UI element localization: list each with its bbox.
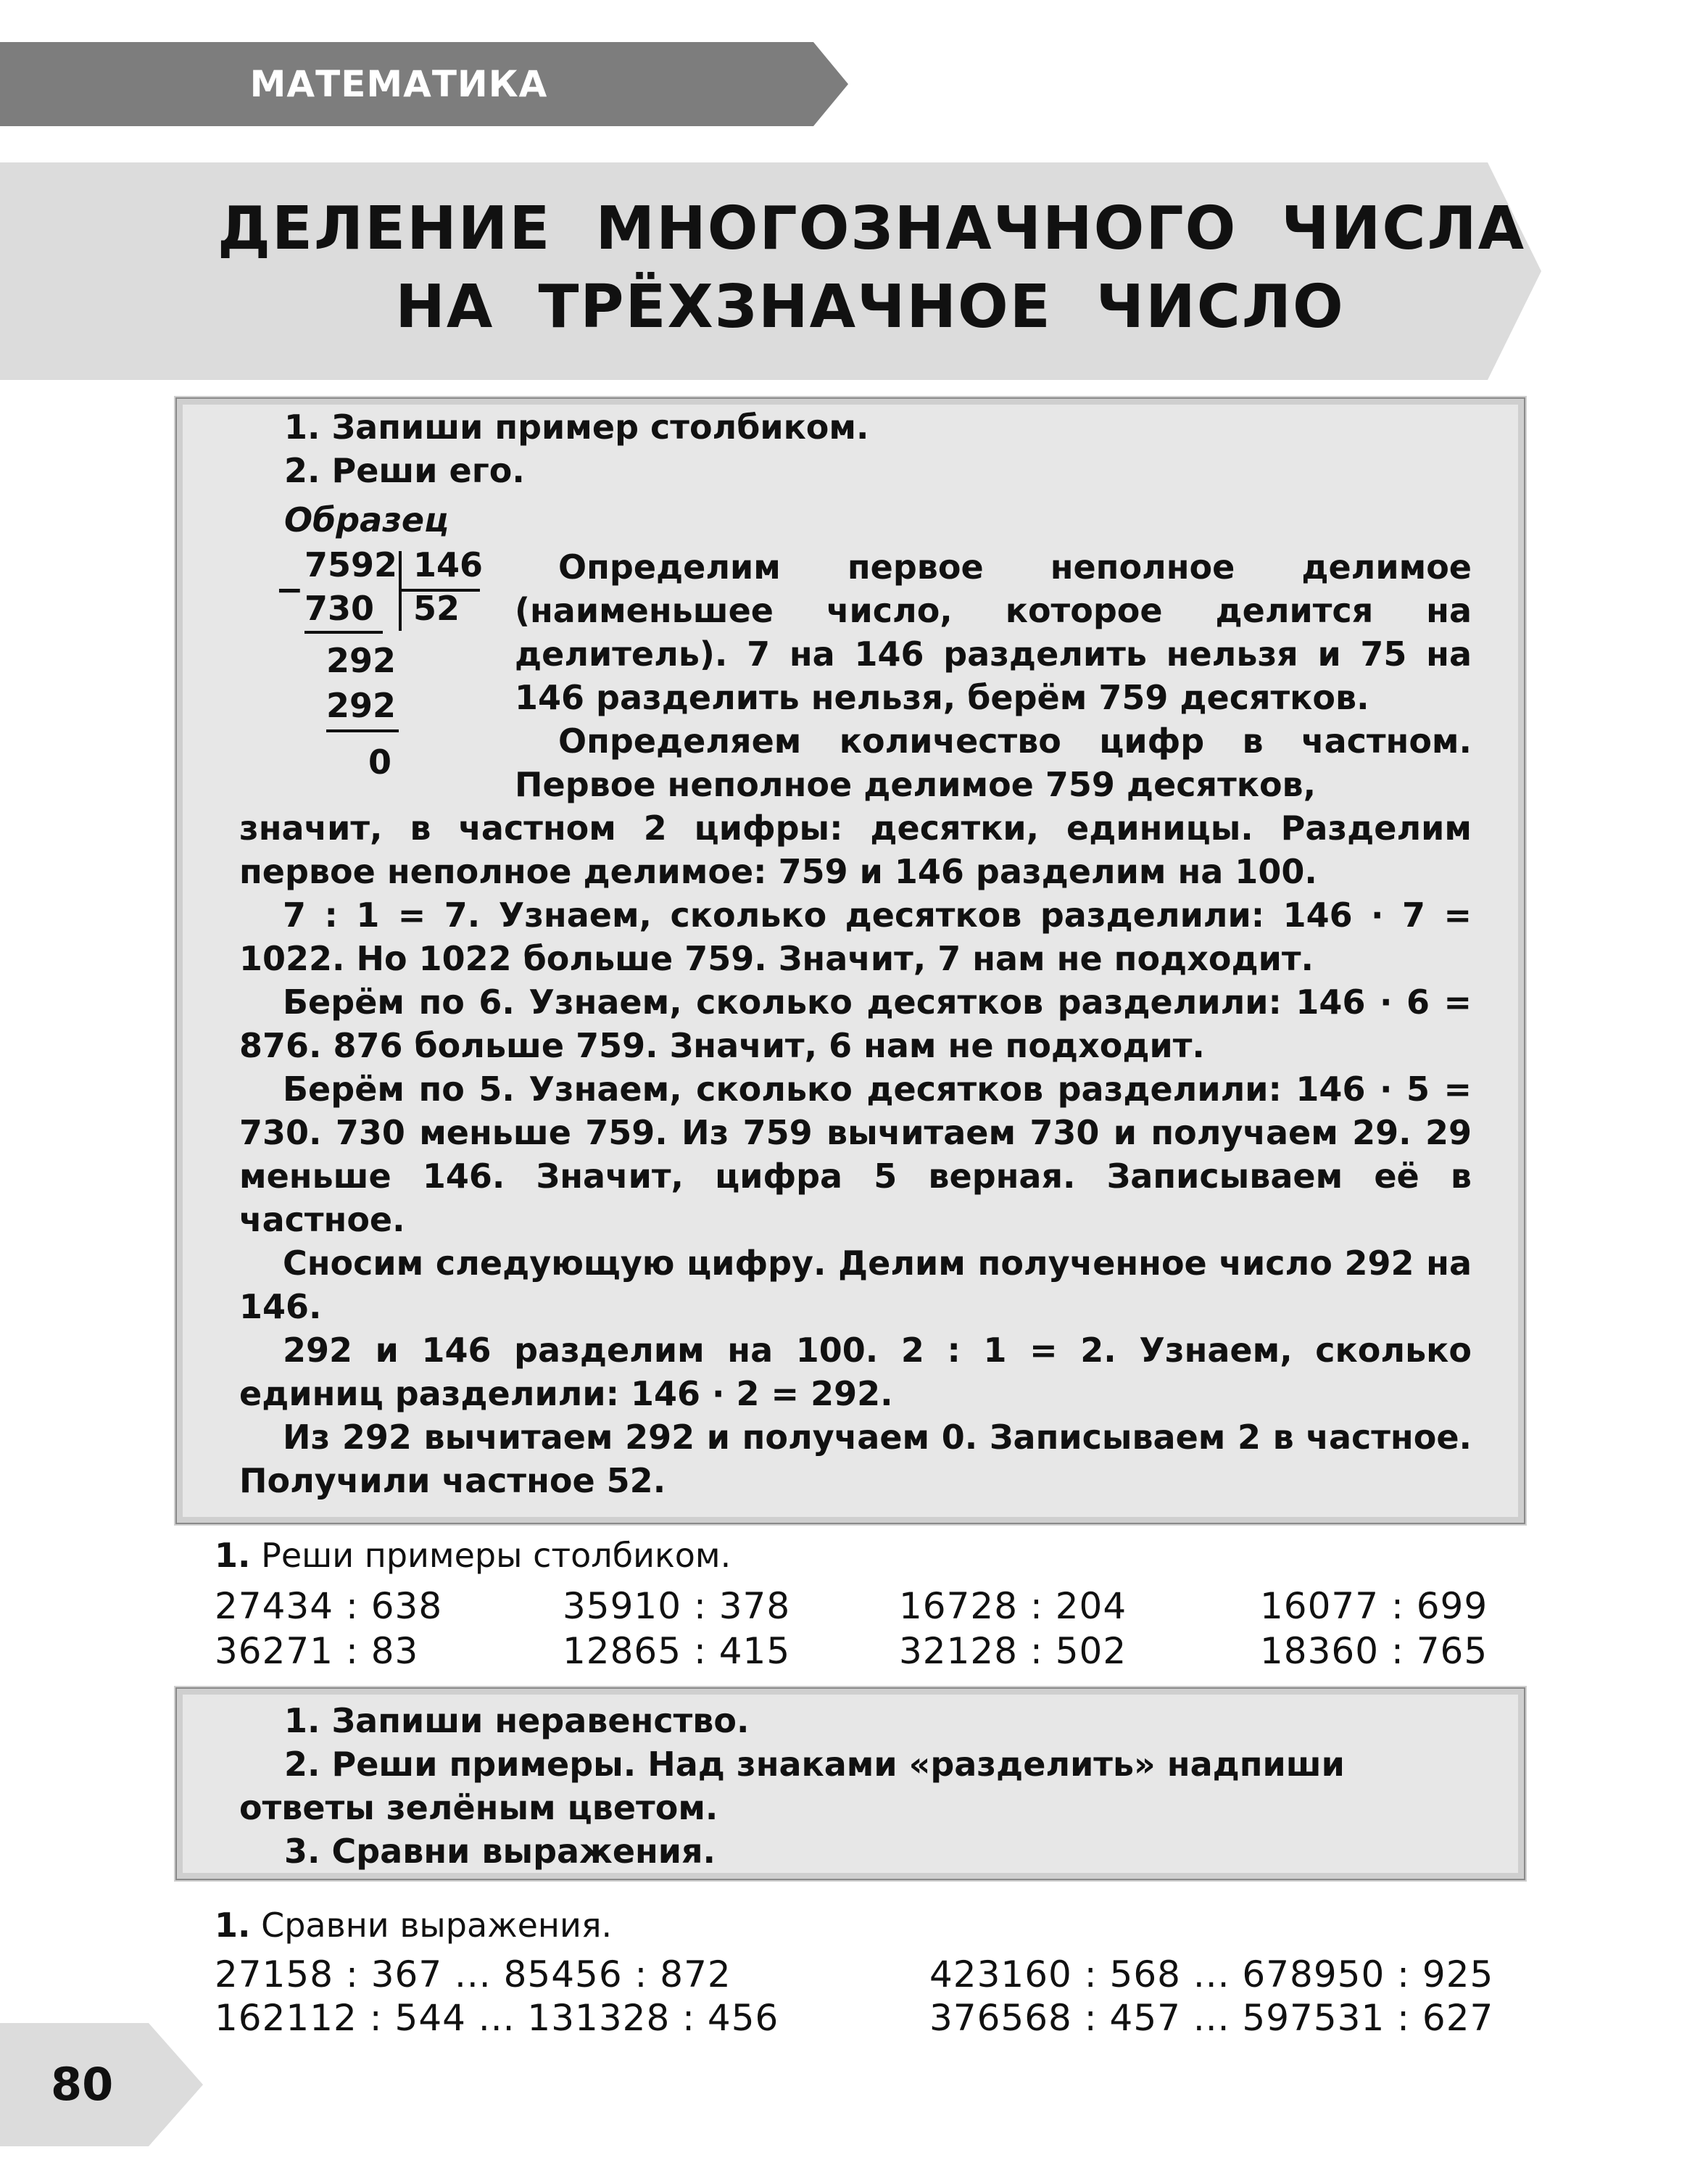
algorithm2-step-1: 1. Запиши неравенство. (284, 1701, 750, 1740)
example: 16728 : 204 (899, 1585, 1127, 1627)
task-text: Сравни выражения. (261, 1906, 613, 1945)
algorithm-step-2: 2. Реши его. (284, 451, 525, 490)
example: 35910 : 378 (563, 1585, 791, 1627)
explanation-paragraph: Определим первое неполное делимое (наименьшее число, которое делится на делитель). 7 на 146 разделить нельзя и 75 на 146 разделить нельзя, берём 759 десятков. (515, 547, 1472, 717)
long-division-lines (275, 545, 493, 799)
subtrahend-1: 730 (304, 589, 375, 628)
example: 18360 : 765 (1260, 1630, 1488, 1672)
example: 32128 : 502 (899, 1630, 1127, 1672)
long-division-sample (275, 545, 493, 799)
dividend: 7592 (304, 545, 398, 584)
page-title (217, 190, 1526, 347)
minus-sign: − (275, 570, 304, 609)
page-title-line-1: ДЕЛЕНИЕ МНОГОЗНАЧНОГО ЧИСЛА (217, 194, 1526, 263)
explanation-paragraph: Берём по 6. Узнаем, сколько десятков разделили: 146 · 6 = 876. 876 больше 759. Значит, 6 нам не подходит. (239, 983, 1472, 1065)
explanation-paragraph: Из 292 вычитаем 292 и получаем 0. Записываем 2 в частное. Получили частное 52. (239, 1418, 1472, 1500)
quotient: 52 (413, 589, 460, 628)
sample-label: Образец (284, 500, 449, 539)
explanation-paragraph: Сносим следующую цифру. Делим полученное число 292 на 146. (239, 1244, 1472, 1326)
explanation-full (239, 806, 1472, 1502)
comparison: 423160 : 568 ... 678950 : 925 (929, 1953, 1494, 1995)
division-result: 0 (368, 743, 392, 782)
algorithm2-step-2: 2. Реши примеры. Над знаками «разделить» надпиши (284, 1745, 1345, 1784)
divisor: 146 (413, 545, 484, 584)
explanation-paragraph: 7 : 1 = 7. Узнаем, сколько десятков разделили: 146 · 7 = 1022. Но 1022 больше 759. Значит, 7 нам не подходит. (239, 895, 1472, 978)
algorithm2-step-2-continued: ответы зелёным цветом. (239, 1788, 718, 1827)
page-number: 80 (51, 2058, 114, 2111)
explanation-paragraph: Берём по 5. Узнаем, сколько десятков разделили: 146 · 5 = 730. 730 меньше 759. Из 759 вычитаем 730 и получаем 29. 29 меньше 146. Значит, цифра 5 верная. Записываем её в частное. (239, 1070, 1472, 1239)
comparison: 162112 : 544 ... 131328 : 456 (215, 1997, 779, 2039)
task-number: 1. (215, 1536, 251, 1575)
page-title-line-2: НА ТРЁХЗНАЧНОЕ ЧИСЛО (395, 273, 1345, 342)
explanation-paragraph: Определяем количество цифр в частном. Первое неполное делимое 759 десятков, (515, 721, 1472, 804)
task-2-heading (215, 1906, 612, 1945)
task-number: 1. (215, 1906, 251, 1945)
task-1-heading (215, 1536, 731, 1575)
comparison: 27158 : 367 ... 85456 : 872 (215, 1953, 731, 1995)
example: 27434 : 638 (215, 1585, 443, 1627)
explanation-paragraph: 292 и 146 разделим на 100. 2 : 1 = 2. Узнаем, сколько единиц разделили: 146 · 2 = 292. (239, 1331, 1472, 1413)
explanation-paragraph: значит, в частном 2 цифры: десятки, единицы. Разделим первое неполное делимое: 759 и 146 разделим на 100. (239, 808, 1472, 891)
example: 36271 : 83 (215, 1630, 419, 1672)
subject-label: МАТЕМАТИКА (249, 63, 548, 105)
task-text: Реши примеры столбиком. (261, 1536, 731, 1575)
example: 12865 : 415 (563, 1630, 791, 1672)
subtrahend-2: 292 (326, 686, 397, 725)
example: 16077 : 699 (1260, 1585, 1488, 1627)
comparison: 376568 : 457 ... 597531 : 627 (929, 1997, 1494, 2039)
algorithm2-step-3: 3. Сравни выражения. (284, 1832, 716, 1871)
explanation-side (515, 545, 1472, 806)
algorithm-step-1: 1. Запиши пример столбиком. (284, 408, 869, 447)
remainder-1: 292 (326, 641, 397, 680)
